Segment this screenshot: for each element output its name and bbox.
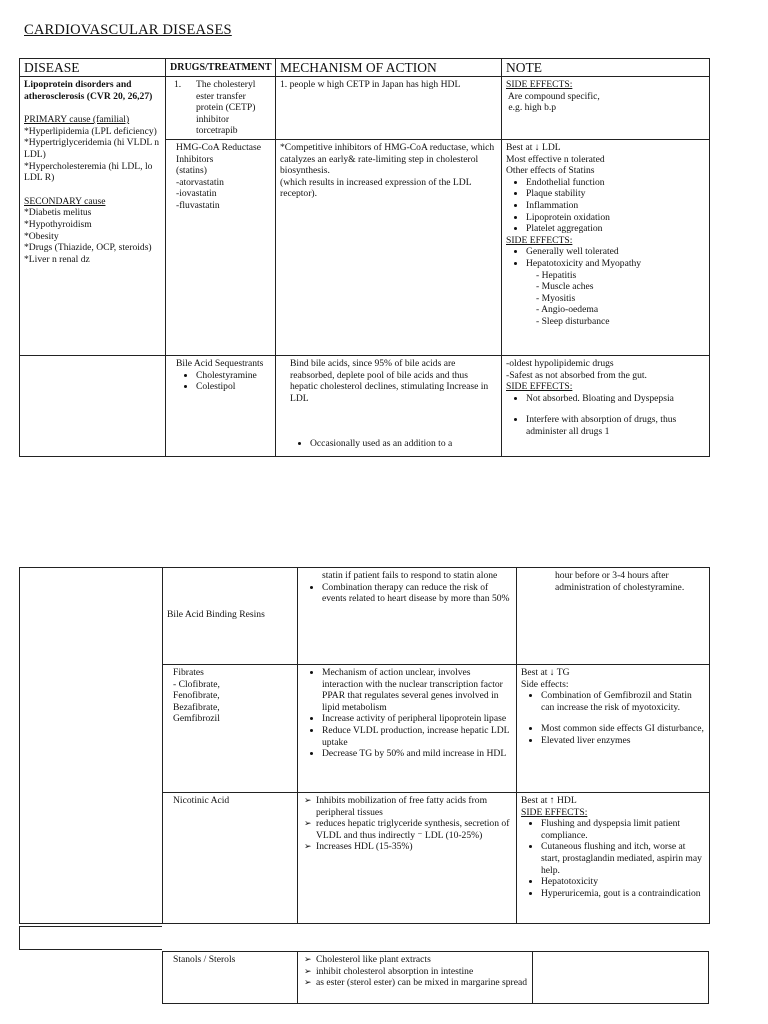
statins-effect-item: • Lipoprotein oxidation: [526, 212, 705, 224]
secondary-cause-item: *Liver n renal dz: [24, 253, 90, 265]
secondary-cause-item: *Hypothyroidism: [24, 218, 92, 230]
resins-mechanism-item: • Combination therapy can reduce the risk of events related to heart disease by more than 50%: [322, 582, 512, 605]
fibrates-drug-line: - Clofibrate,: [173, 678, 220, 690]
statins-note-cell: [502, 139, 710, 355]
stanols-mechanism-item: ➢ inhibit cholesterol absorption in intestine: [316, 966, 528, 978]
fibrates-drug-cell: [163, 665, 298, 793]
nicotinic-mechanism-item: ➢ Increases HDL (15-35%): [316, 841, 512, 853]
fibrates-mechanism-item: • Increase activity of peripheral lipoprotein lipase: [322, 713, 512, 725]
statins-effect-item: • Endothelial function: [526, 177, 705, 189]
stanols-note-cell: [533, 952, 709, 1004]
bile-drug-item: • Cholestyramine: [196, 370, 271, 382]
nicotinic-mechanism-cell: [298, 793, 517, 924]
statins-side-sub: - Myositis: [536, 292, 576, 304]
nicotinic-side-effects-heading: SIDE EFFECTS:: [521, 806, 588, 818]
statins-note-line: Most effective n tolerated: [506, 153, 605, 165]
cetp-side-effects-heading: SIDE EFFECTS:: [506, 79, 573, 90]
statins-effect-item: • Inflammation: [526, 200, 705, 212]
statins-side-item: • Generally well tolerated: [526, 246, 705, 258]
fibrates-note-item: • Most common side effects GI disturbance,: [541, 723, 705, 735]
statins-note-line: Other effects of Statins: [506, 165, 595, 177]
secondary-cause-heading: SECONDARY cause: [24, 195, 106, 207]
fibrates-drug-line: Fenofibrate,: [173, 690, 220, 702]
nicotinic-side-item: • Hepatotoxicity: [541, 876, 705, 888]
bile-mechanism-cell: [276, 355, 502, 456]
primary-cause-item: *Hyperlipidemia (LPL deficiency): [24, 125, 157, 137]
bile-note-line: -oldest hypolipidemic drugs: [506, 357, 614, 369]
statins-drug-line: (statins): [176, 165, 207, 177]
fibrates-note-item: • Elevated liver enzymes: [541, 735, 705, 747]
bile-note-line: -Safest as not absorbed from the gut.: [506, 369, 647, 381]
secondary-cause-item: *Drugs (Thiazide, OCP, steroids): [24, 242, 152, 254]
header-drugs: DRUGS/TREATMENT: [166, 59, 276, 77]
secondary-cause-item: *Diabetis melitus: [24, 207, 92, 219]
cetp-number: 1.: [174, 79, 182, 90]
cetp-drug: The cholesteryl ester transfer protein (CETP) inhibitor torcetrapib: [196, 79, 256, 137]
fibrates-drug-line: Bezafibrate,: [173, 701, 220, 713]
cetp-mechanism: 1. people w high CETP in Japan has high HDL: [280, 79, 461, 90]
statins-drug-line: -atorvastatin: [176, 176, 224, 188]
statins-mechanism-line: *Competitive inhibitors of HMG-CoA reductase, which catalyzes an early& rate-limiting step in cholesterol biosynthesis.: [280, 141, 495, 177]
secondary-cause-item: *Obesity: [24, 230, 59, 242]
bile-mechanism: Bind bile acids, since 95% of bile acids are reabsorbed, deplete pool of bile acids and thus hepatic cholesterol declines, stimulating Increase in LDL: [290, 357, 489, 404]
empty-box: [19, 926, 162, 950]
fibrates-mechanism-item: • Reduce VLDL production, increase hepatic LDL uptake: [322, 725, 512, 748]
bile-side-effects-heading: SIDE EFFECTS:: [506, 381, 573, 393]
empty-disease-cell: [20, 568, 163, 924]
statins-mechanism-cell: [276, 139, 502, 355]
drug-table-2: [19, 567, 710, 924]
bile-drug: Bile Acid Sequestrants: [176, 357, 264, 369]
stanols-mechanism-cell: [298, 952, 533, 1004]
cetp-mechanism-cell: [276, 77, 502, 140]
header-disease: DISEASE: [20, 59, 166, 77]
cetp-note-cell: [502, 77, 710, 140]
statins-drug-line: -iovastatin: [176, 188, 217, 200]
nicotinic-note-cell: [517, 793, 710, 924]
nicotinic-mechanism-item: ➢ Inhibits mobilization of free fatty acids from peripheral tissues: [316, 795, 512, 818]
fibrates-mechanism-item: • Decrease TG by 50% and mild increase in HDL: [322, 748, 512, 760]
primary-cause-heading: PRIMARY cause (familial): [24, 114, 130, 126]
resins-drug: Bile Acid Binding Resins: [167, 609, 265, 621]
bile-drug-item: • Colestipol: [196, 381, 271, 393]
fibrates-note-line: Best at ↓ TG: [521, 667, 570, 678]
statins-side-effects-heading: SIDE EFFECTS:: [506, 234, 573, 246]
nicotinic-drug-cell: [163, 793, 298, 924]
stanols-drug: Stanols / Sterols: [173, 954, 236, 965]
header-mechanism: MECHANISM OF ACTION: [276, 59, 502, 77]
bile-drug-cell: [166, 355, 276, 456]
empty-disease-cell: [20, 355, 166, 456]
statins-note-line: Best at ↓ LDL: [506, 141, 561, 153]
fibrates-note-cell: [517, 665, 710, 793]
drug-table-1: [19, 58, 710, 457]
nicotinic-mechanism-item: ➢ reduces hepatic triglyceride synthesis, secretion of VLDL and thus indirectly ⁻ LDL (10-25%): [316, 818, 512, 841]
bile-note-cell: [502, 355, 710, 456]
resins-drug-cell: [163, 568, 298, 665]
disease-name: Lipoprotein disorders and atherosclerosis (CVR 20, 26,27): [24, 79, 153, 102]
nicotinic-side-item: • Flushing and dyspepsia limit patient compliance.: [541, 818, 705, 841]
fibrates-note-line: Side effects:: [521, 678, 569, 690]
nicotinic-side-item: • Hyperuricemia, gout is a contraindication: [541, 888, 705, 900]
statins-side-sub: - Sleep disturbance: [536, 315, 610, 327]
header-note: NOTE: [502, 59, 710, 77]
stanols-mechanism-item: ➢ Cholesterol like plant extracts: [316, 954, 528, 966]
statins-mechanism-line: (which results in increased expression of the LDL receptor).: [280, 176, 472, 200]
bile-side-item: • Interfere with absorption of drugs, thus administer all drugs 1: [526, 414, 705, 437]
resins-note-cell: [517, 568, 710, 665]
primary-cause-item: *Hypertriglyceridemia (hi VLDL n LDL): [24, 137, 160, 160]
primary-cause-item: *Hypercholesteremia (hi LDL, lo LDL R): [24, 160, 153, 184]
drug-table-3: [162, 951, 709, 1004]
statins-side-sub: - Angio-oedema: [536, 304, 599, 316]
bile-side-item: • Not absorbed. Bloating and Dyspepsia: [526, 393, 705, 405]
statins-effect-item: • Platelet aggregation: [526, 223, 705, 235]
statins-drug-line: HMG-CoA Reductase Inhibitors: [176, 141, 261, 165]
stanols-drug-cell: [163, 952, 298, 1004]
statins-side-item: • Hepatotoxicity and Myopathy: [526, 258, 705, 270]
cetp-note-line: e.g. high b.p: [506, 102, 557, 114]
stanols-mechanism-item: ➢ as ester (sterol ester) can be mixed in margarine spread: [316, 977, 528, 989]
cetp-drug-cell: [166, 77, 276, 140]
nicotinic-note-line: Best at ↑ HDL: [521, 795, 577, 806]
cetp-note-line: Are compound specific,: [506, 90, 600, 102]
fibrates-note-item: • Combination of Gemfibrozil and Statin can increase the risk of myotoxicity.: [541, 690, 705, 713]
fibrates-drug-line: Fibrates: [173, 667, 204, 678]
bile-mechanism-item: • Occasionally used as an addition to a: [310, 438, 497, 450]
fibrates-mechanism-item: • Mechanism of action unclear, involves interaction with the nuclear transcription factor PPAR that regulates several genes involved in lipid metabolism: [322, 667, 512, 713]
page-title: CARDIOVASCULAR DISEASES: [24, 22, 232, 38]
statins-side-sub: - Hepatitis: [536, 269, 577, 281]
nicotinic-drug: Nicotinic Acid: [173, 795, 230, 806]
disease-cell: [20, 77, 166, 356]
statins-side-sub: - Muscle aches: [536, 281, 594, 293]
nicotinic-side-item: • Cutaneous flushing and itch, worse at start, prostaglandin mediated, aspirin may help.: [541, 841, 705, 876]
statins-effect-item: • Plaque stability: [526, 188, 705, 200]
resins-note-cont: hour before or 3-4 hours after administration of cholestyramine.: [555, 570, 685, 593]
statins-drug-line: -fluvastatin: [176, 199, 220, 211]
resins-mechanism-cell: [298, 568, 517, 665]
fibrates-mechanism-cell: [298, 665, 517, 793]
statins-drug-cell: [166, 139, 276, 355]
fibrates-drug-line: Gemfibrozil: [173, 713, 220, 725]
resins-mechanism-cont: statin if patient fails to respond to statin alone: [322, 570, 498, 581]
